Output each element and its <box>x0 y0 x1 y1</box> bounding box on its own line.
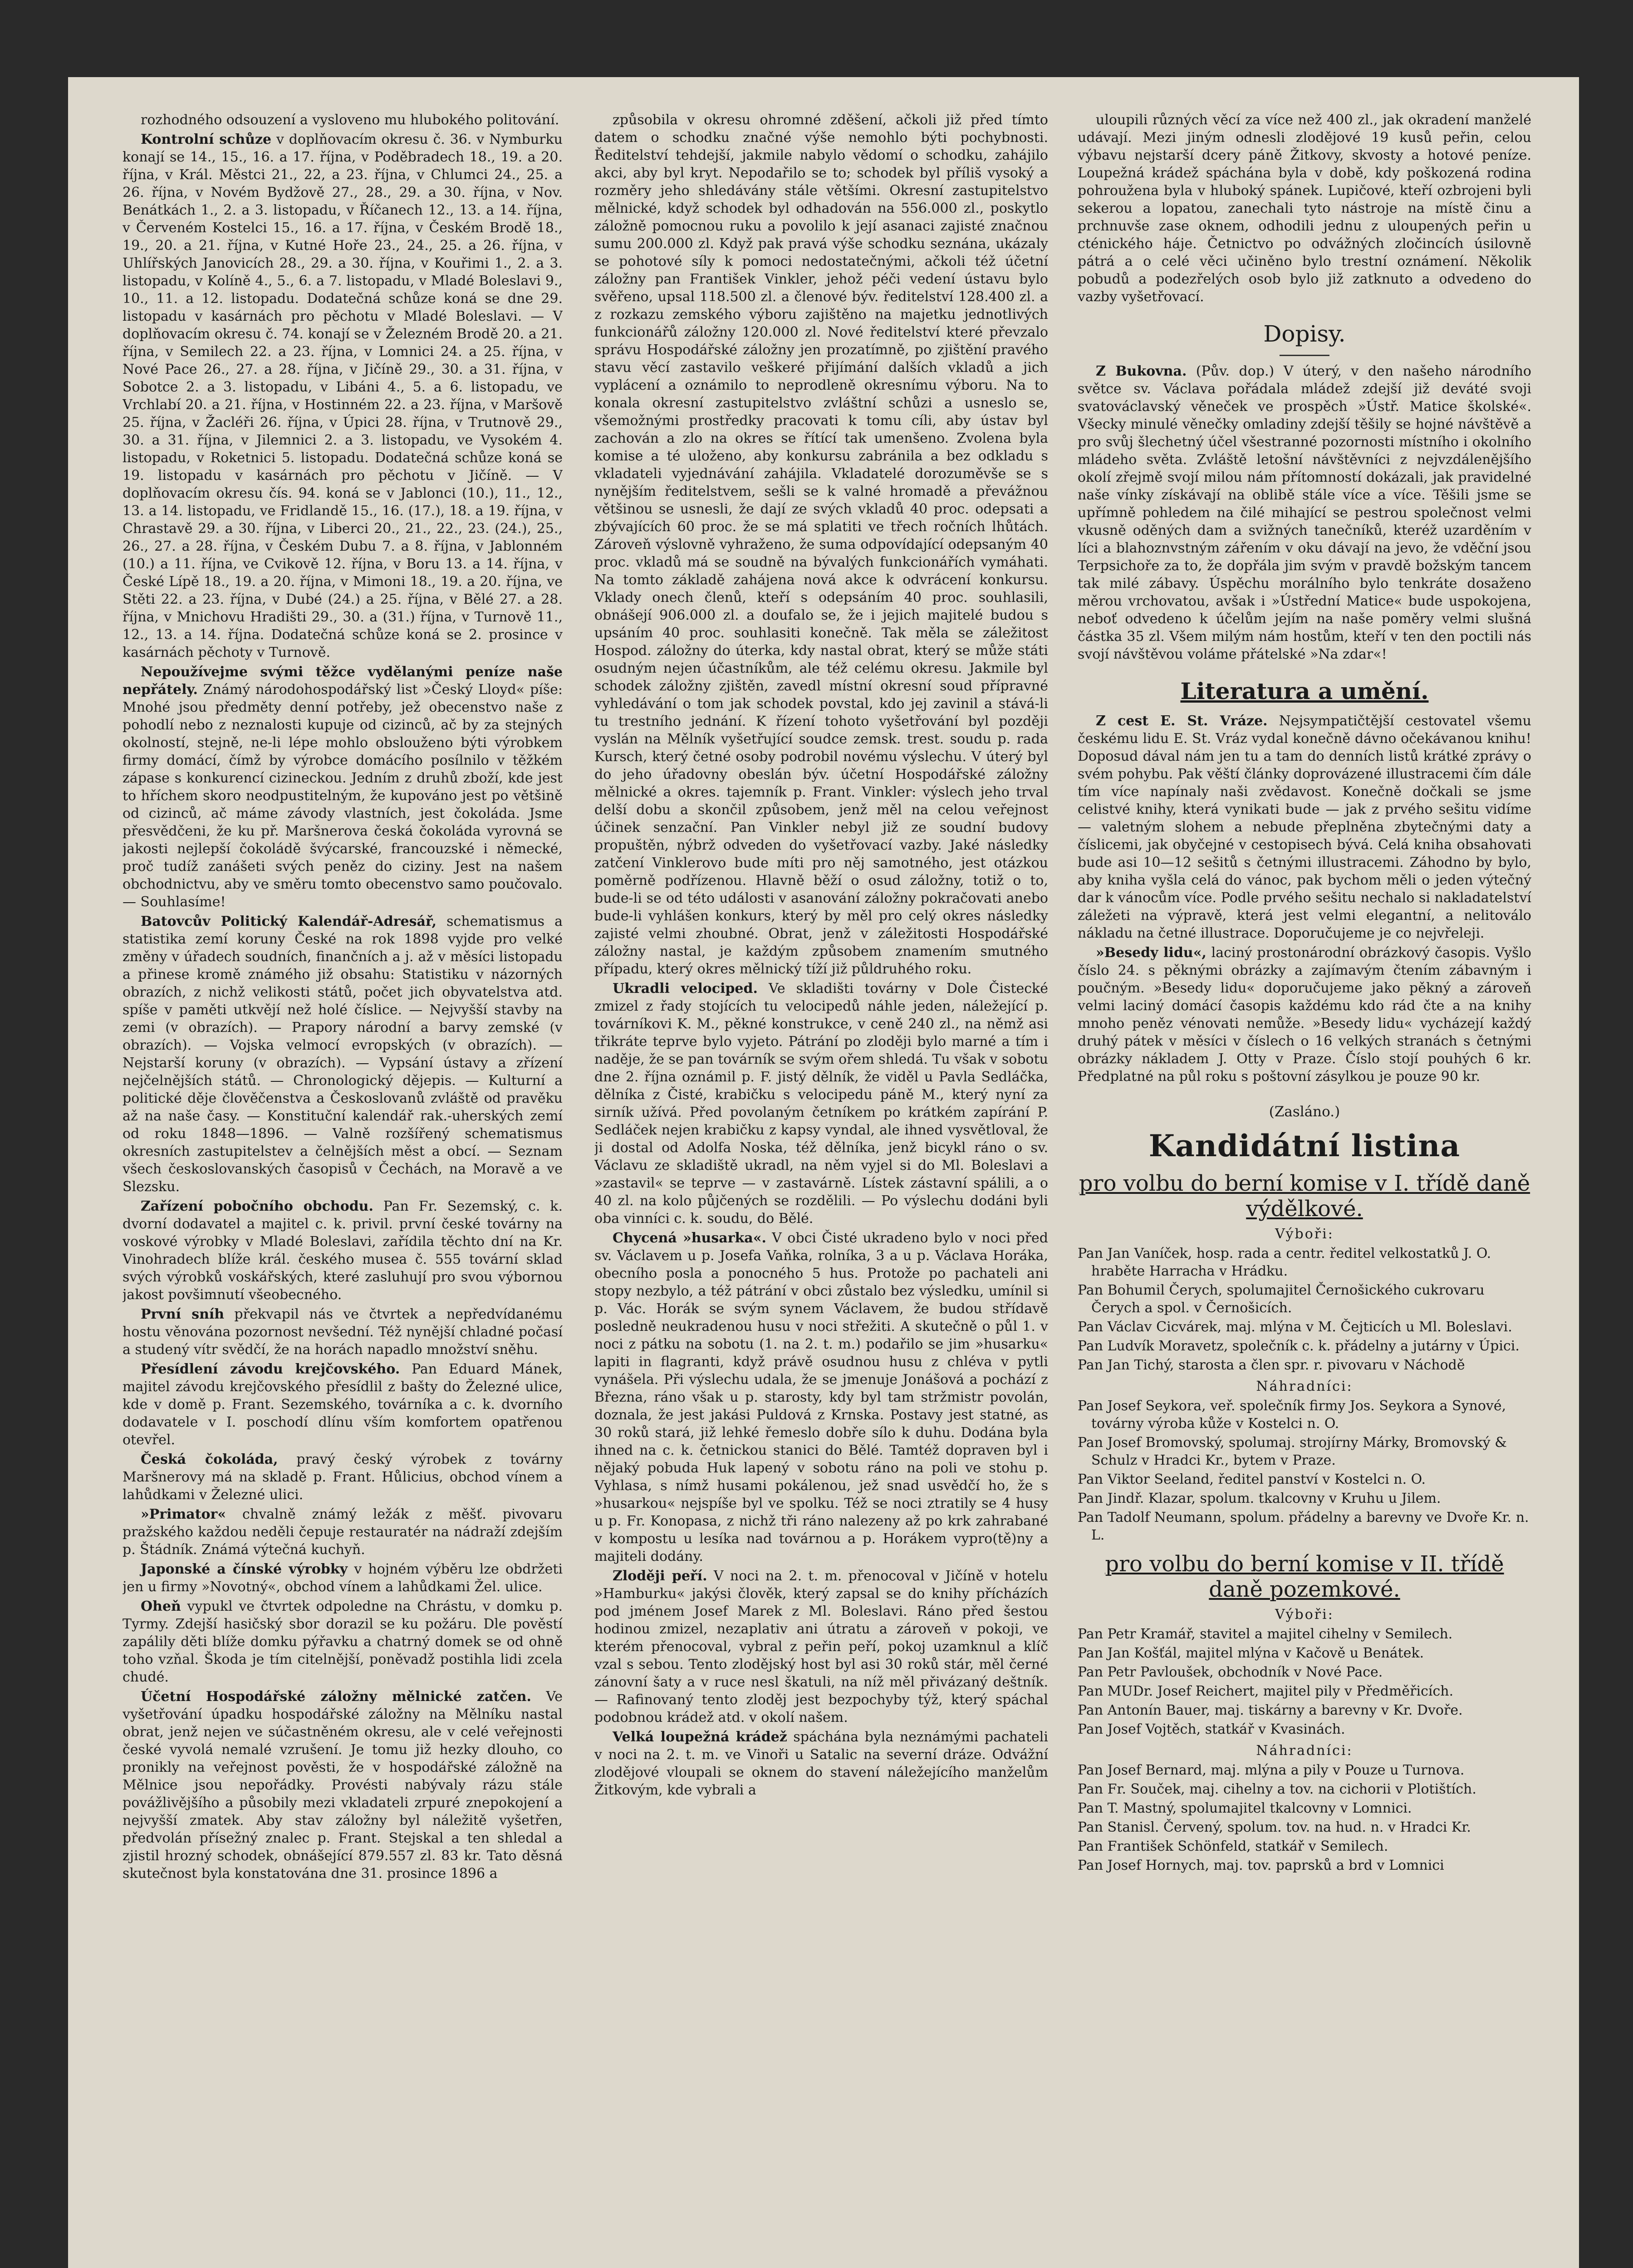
article-text: schematismus a statistika zemí koruny České na rok 1898 vyjde pro velké změny v úřadech soudních, finančních a j. až v měsíci listopadu a přinese kromě známého již obsahu: Statistiku v názorných obrazích, z nichž velikosti států, počet jich obyvatelstva atd. spíše v paměti utkvějí než holé číslice. — Nejvyšší stavby na zemi (v obrazích). — Prapory národní a barvy zemské (v obrazích). — Vojska velmocí evropských (v obrazích). — Nejstarší koruny (v obrazích). — Vypsání ústavy a zřízení nejčelnějších států. — Chronologický dějepis. — Kulturní a politické děje člověčenstva a Českoslovanů zvláště od pravěku až na naše časy. — Konstituční kalendář rak.-uherských zemí od roku 1848—1896. — Valně rozšířený schematismus okresních zastupitelstev a čelnějších měst a obcí. — Seznam všech českoslovanských časopisů v Čechách, na Moravě a ve Slezsku. <box>123 914 563 1195</box>
candidate-entry: Pan Josef Bromovský, spolumaj. strojírny Márky, Bromovský & Schulz v Hradci Kr., bytem v Praze. <box>1078 1435 1507 1468</box>
article-paragraph <box>123 1688 563 1882</box>
article-text: spáchána byla neznámými pachateli v noci na 2. t. m. ve Vinoři u Satalic na severní dráze. Odvážní zlodějové vloupali se oknem do stavení náležejícího manželům Žitkovým, kde vybrali a <box>594 1729 1048 1798</box>
article-paragraph <box>123 913 563 1196</box>
candidate-entry: Pan Fr. Souček, maj. cihelny a tov. na cichorii v Plotištích. <box>1078 1781 1476 1797</box>
candidate-entry: Pan Josef Seykora, veř. společník firmy Jos. Seykora a Synové, továrny výroba kůže v Kostelci n. O. <box>1078 1398 1506 1432</box>
article-paragraph <box>594 111 1048 978</box>
article-lead: Ukradli velociped. <box>613 981 758 997</box>
article-lead: Japonské a čínské výrobky <box>141 1561 348 1577</box>
article-text: překvapil nás ve čtvrtek a nepředvídanému hostu věnována pozornost nevšední. Též nynější chladné počasí a studený vítr svědčí, že na horách napadlo množství sněhu. <box>123 1306 563 1358</box>
article-paragraph <box>123 131 563 661</box>
article-lead: Zařízení pobočního obchodu. <box>141 1198 373 1214</box>
candidate-entry: Pan Tadolf Neumann, spolum. přádelny a barevny ve Dvoře Kr. n. L. <box>1078 1510 1529 1543</box>
section-heading-literatura: Literatura a umění. <box>1180 678 1429 704</box>
candidate-entry: Pan Ludvík Moravetz, společník c. k. přádelny a jutárny v Úpici. <box>1078 1338 1520 1354</box>
section-heading-dopisy: Dopisy. <box>1263 321 1346 347</box>
candidate-entry: Pan Jan Košťál, majitel mlýna v Kačově u Benátek. <box>1078 1645 1424 1661</box>
candidate-entry: Pan Jindř. Klazar, spolum. tkalcovny v Kruhu u Jilem. <box>1078 1491 1441 1506</box>
article-lead: »Besedy lidu«, <box>1096 945 1206 961</box>
candidate-entry: Pan Petr Pavloušek, obchodník v Nové Pace. <box>1078 1664 1383 1680</box>
article-lead: Účetní Hospodářské záložny mělnické zatčen. <box>141 1689 531 1705</box>
article-text: chvalně známý ležák z měšť. pivovaru pražského každou neděli čepuje restauratér na nádraží zdejším p. Štádník. Známá výtečná kuchyň. <box>123 1506 563 1558</box>
article-text: Ve skladišti továrny v Dole Čistecké zmizel z řady stojících tu velocipedů náhle jeden, náležející p. továrníkovi K. M., pěkné konstrukce, v ceně 240 zl., na němž asi třikráte teprve bylo vyjeto. Pátrání po zloději bylo marné a tím i naděje, že se pan továrník se svým ořem shledá. Tu však v sobotu dne 2. října oznámil p. F. jistý dělník, že viděl u Pavla Sedláčka, dělníka z Čisté, krabičku s velocipedu páně M., který nyní za sirník užívá. Před povolaným četníkem po krátkém zapírání P. Sedláček nejen krabičku z kapsy vyndal, ale ihned vysvětloval, že ji dostal od Adolfa Noska, též dělníka, jenž bicykl ráno o sv. Václavu ze skladiště ukradl, na něm vyjel si do Ml. Boleslavi a »zastavil« se teprve — v zastavárně. Lístek zástavní spálili, a o 40 zl. na kolo půjčených se rozdělili. — Po výslechu dodáni byli oba vinníci c. k. soudu, do Bělé. <box>594 981 1048 1227</box>
candidate-list-title: Kandidátní listina <box>1148 1128 1461 1163</box>
article-text: Pan Fr. Sezemský, c. k. dvorní dodavatel a majitel c. k. privil. první české továrny na voskové výrobky v Mladé Boleslavi, zařídila těchto dní na Kr. Vinohradech blíže král. českého musea č. 555 tovární sklad svých výrobků voskářských, které zasluhují pro svou výbornou jakost povšimnutí všeobecného. <box>123 1198 563 1303</box>
article-text: laciný prostonárodní obrázkový časopis. Vyšlo číslo 24. s pěknými obrázky a zajímavým čtením zábavným i poučným. »Besedy lidu« doporučujeme jako pěkný a zároveň velmi laciný domácí časopis každému kdo rád čte a na knihy mnoho peněz vénovati nemůže. »Besedy lidu« vycházejí každý druhý pátek v měsíci v číslech o 16 velkých stranách s četnými obrázky nákladem J. Otty v Praze. Číslo stojí pouhých 6 kr. Předplatné na půl roku s poštovní zásylkou je pouze 90 kr. <box>1078 945 1531 1085</box>
article-paragraph <box>594 1229 1048 1565</box>
article-text: Ve vyšetřování úpadku hospodářské záložny na Mělníku nastal obrat, jenž nejen ve súčastněném okresu, ale v celé veřejnosti české vyvolá nemalé vzrušení. Je tomu již hezky dlouho, co pronikly na veřejnost pověsti, že v hospodářské záložně na Mělnice jsou nepořádky. Provésti nabývaly rázu stále povážlivějšího a působily mezi vkladateli zrpuré znepokojení a nejvyšší zmatek. Aby stav záložny byl náležitě vyšetřen, předvolán přísežný znalec p. Frant. Stejskal a ten shledal a zjistil hrozný schodek, obnášející 879.557 zl. 83 kr. Tato děsná skutečnost byla konstatována dne 31. prosince 1896 a <box>123 1689 563 1882</box>
article-paragraph <box>1078 362 1531 663</box>
label-nahradnici-2: Náhradníci: <box>1256 1743 1353 1759</box>
article-paragraph <box>594 1728 1048 1799</box>
article-lead: První sníh <box>141 1306 225 1322</box>
candidate-entry: Pan Petr Kramář, stavitel a majitel cihelny v Semilech. <box>1078 1626 1453 1642</box>
article-text: V obci Čisté ukradeno bylo v noci před sv. Václavem u p. Josefa Vaňka, rolníka, 3 a u p. Václava Horáka, obecního posla a ponocného 5 hus. Protože po pachateli ani stopy nezbylo, a též pátrání v obci zůstalo bez výsledku, umínil si p. Vác. Horák se svým synem Václavem, že budou střídavě posledně neukradenou husu v noci střežiti. A skutečně o půl 1. v noci z pátku na sobotu (1. na 2. t. m.) podařilo se jim »husarku« lapiti in flagranti, když právě osudnou husu z chléva v pytli vynášela. Při výslechu udala, že se jmenuje Jonášová a pochází z Března, ráno však u p. starosty, kdy byl tam stržmistr povolán, doznala, že jest jakási Puldová z Krnska. Postavy jest statné, as 30 roků stará, již lehké řemeslo dobře sílo k duhu. Dodána byla ihned na c. k. četnickou stanici do Bělé. Tamtéž dopraven byl i nějaký pobuda Huk lapený v sobotu ráno na poli ve stohu p. Vyhlasa, s nímž husami pokálenou, jež snad usvědčí ho, že s »husarkou« nejspíše byl ve spolku. Též se noci ztratily se 4 husy u p. Fr. Konopasa, z nichž tři ráno nalezeny až po krk zahrabané v kompostu u lesíka nad továrnou a p. Horákem vypro(tě)ny a majiteli dodány. <box>594 1230 1048 1564</box>
newspaper-page <box>68 77 1579 2268</box>
article-lead: Chycená »husarka«. <box>613 1230 766 1246</box>
article-paragraph <box>123 1598 563 1686</box>
article-text: vypukl ve čtvrtek odpoledne na Chrástu, v domku p. Tyrmy. Zdejší hasičský sbor dorazil se ku požáru. Dle pověstí zapálily děti blíže domku pýřavku a chatrný domek se od ohně toho vzňal. Škoda je tím citelnější, poněvadž postihla lidi zcela chudé. <box>123 1598 563 1685</box>
article-text: v hojném výběru lze obdržeti jen u firmy »Novotný«, obchod vínem a lahůdkami Žel. ulice. <box>123 1561 563 1595</box>
candidate-entry: Pan Josef Hornych, maj. tov. paprsků a brd v Lomnici <box>1078 1857 1444 1873</box>
zaslano-label: (Zasláno.) <box>1269 1104 1340 1120</box>
article-paragraph <box>594 1567 1048 1726</box>
candidate-entry: Pan Josef Bernard, maj. mlýna a pily v Pouze u Turnova. <box>1078 1762 1465 1778</box>
candidate-entry: Pan Jan Tichý, starosta a člen spr. r. pivovaru v Náchodě <box>1078 1357 1465 1373</box>
article-paragraph <box>1078 944 1531 1085</box>
article-paragraph <box>123 1198 563 1304</box>
article-lead: Kontrolní schůze <box>141 132 272 147</box>
article-lead: »Primator« <box>141 1506 226 1522</box>
article-text: pravý český výrobek z továrny Maršnerovy má na skladě p. Frant. Hůlicius, obchod vínem a lahůdkami v Železné ulici. <box>123 1452 563 1503</box>
article-paragraph <box>123 1560 563 1596</box>
candidate-entry: Pan T. Mastný, spolumajitel tkalcovny v Lomnici. <box>1078 1800 1412 1816</box>
article-lead: Zloději peří. <box>613 1568 707 1584</box>
column-1 <box>123 111 563 2268</box>
article-lead: Oheň <box>141 1598 181 1614</box>
divider <box>1280 355 1329 356</box>
article-paragraph <box>1078 712 1531 942</box>
column-3 <box>1078 111 1531 2268</box>
article-lead: Batovcův Politický Kalendář-Adresář, <box>141 914 437 929</box>
article-text: v doplňovacím okresu č. 36. v Nymburku konají se 14., 15., 16. a 17. října, v Poděbradech 18., 19. a 20. října, v Král. Městci 21., 22, a 23. října, v Chlumci 24., 25. a 26. října, v Novém Bydžově 27., 28., 29. a 30. října, v Nov. Benátkách 1., 2. a 3. listopadu, v Říčanech 12., 13. a 14. října, v Červeném Kostelci 15., 16. a 17. října, v Českém Brodě 18., 19., 20. a 21. října, v Kutné Hoře 23., 24., 25. a 26. října, v Uhlířských Janovicích 28., 29. a 30. října, v Kouřimi 1., 2. a 3. listopadu, v Kolíně 4., 5., 6. a 7. listopadu, v Mladé Boleslavi 9., 10., 11. a 12. listopadu. Dodatečná schůze koná se dne 29. listopadu v kasárnách pro pěchotu v Mladé Boleslavi. — V doplňovacím okresu č. 74. konají se v Železném Brodě 20. a 21. října, v Semilech 22. a 23. října, v Lomnici 24. a 25. října, v Nové Pace 26., 27. a 28. října, v Jičíně 29., 30. a 31. října, v Sobotce 2. a 3. listopadu, v Libáni 4., 5. a 6. listopadu, ve Vrchlabí 20. a 21. října, v Hostinném 22. a 23. října, v Maršově 25. října, v Žacléři 26. října, v Úpici 28. října, v Trutnově 29., 30. a 31. října, v Jilemnici 2. a 3. listopadu, ve Vysokém 4. listopadu, v Roketnici 5. listopadu. Dodatečná schůze koná se 19. listopadu v kasárnách pro pěchotu v Jičíně. — V doplňovacím okresu čís. 94. koná se v Jablonci (10.), 11., 12., 13. a 14. listopadu, ve Fridlandě 15., 16. (17.), 18. a 19. října, v Chrastavě 29. a 30. října, v Liberci 20., 21., 22., 23. (24.), 25., 26., 27. a 28. října, v Českém Dubu 7. a 8. října, v Jablonném (10.) a 11. října, ve Cvikově 12. října, v Boru 13. a 14. října, v České Lípě 18., 19. a 20. října, v Mimoni 18., 19. a 20. října, ve Stěti 22. a 23. října, v Dubé (24.) a 25. října, v Bělé 27. a 28. října, v Mnichovu Hradišti 29., 30. a (31.) října, v Turnově 11., 12., 13. a 14. října. Dodatečná schůze koná se 2. prosince v kasárnách pěchoty v Turnově. <box>123 132 563 660</box>
article-paragraph <box>123 111 563 129</box>
article-paragraph <box>123 663 563 911</box>
article-lead: Z cest E. St. Vráze. <box>1096 713 1268 729</box>
label-vybori-2: Výboři: <box>1275 1607 1334 1623</box>
candidate-entry: Pan František Schönfeld, statkář v Semilech. <box>1078 1838 1388 1854</box>
article-paragraph <box>594 980 1048 1227</box>
candidate-entry: Pan MUDr. Josef Reichert, majitel pily v Předměřicích. <box>1078 1683 1454 1699</box>
article-text: (Pův. dop.) V úterý, v den našeho národního světce sv. Václava pořádala mládež zdejší již deváté svoji svatováclavský věneček ve prospěch »Ústř. Matice školské«. Všecky minulé věnečky omladiny zdejší těšily se hojné návštěvě a pro svůj šlechetný účel všestranné pozornosti místního i okolního mládeho světa. Zvláště letošní návštěvníci z nejvzdálenějšího okolí zřejmě svojí milou nám přítomností dokázali, jak pravidelné naše vínky získávají na oblibě stále více a více. Těšili jsme se upřímně pohledem na čilé mihající se pestrou společnost velmi vkusně oděných dam a svižných tanečníků, kteréž uzarděním v líci a blahoznvstným zářením v oku dávají na jevo, že vděční jsou Terpsichoře za to, že dopřála jim svým v pravdě božským tancem tak milé zábavy. Úspěchu morálního bylo tenkráte dosaženo měrou vrchovatou, avšak i »Ústřední Matice« bude uspokojena, neboť odvedeno k účelům jejím na naše poměry velmi slušná částka 35 zl. Všem milým nám hostům, kteří v ten den poctili nás svojí návštěvou voláme přátelské »Na zdar«! <box>1078 363 1531 662</box>
candidate-entry: Pan Václav Cicvárek, maj. mlýna v M. Čejticích u Ml. Boleslavi. <box>1078 1319 1512 1335</box>
article-text: Nejsympatičtější cestovatel všemu českému lidu E. St. Vráz vydal konečně dávno očekávanou knihu! Doposud dával nám jen tu a tam do denních listů krátké zprávy o svém pohybu. Pak věští články doprovázené illustracemi čím dále tím více napínaly naši zvědavost. Konečně dočkali se jsme celistvé knihy, která vynikati bude — jak z prvého sešitu vidíme — valetným slohem a nebude přeplněna zbytečnými daty a číslicemi, jak obyčejné v cestopisech bývá. Celá kniha obsahovati bude asi 10—12 sešitů s četnými illustracemi. Záhodno by bylo, aby kniha vyšla celá do vánoc, pak bychom měli o jeden výtečný dar k vánocům více. Podle prvého sešitu nechalo si nakladatelství záležeti na výpravě, která jest velmi elegantní, a nelitoválo nákladu na četné illustrace. Doporučujeme je co nejvřeleji. <box>1078 713 1531 941</box>
article-paragraph <box>123 1360 563 1449</box>
candidate-entry: Pan Viktor Seeland, ředitel panství v Kostelci n. O. <box>1078 1471 1426 1487</box>
article-text: Pan Eduard Mánek, majitel závodu krejčovského přesídlil z bašty do Železné ulice, kde v domě p. Frant. Sezemského, továrníka a c. k. dvorního dodavatele v I. poschodí dlínu vším komfortem opatřenou otevřel. <box>123 1361 563 1448</box>
article-paragraph <box>123 1305 563 1359</box>
article-lead: Česká čokoláda, <box>141 1452 278 1467</box>
article-lead: Z Bukovna. <box>1096 363 1187 379</box>
candidate-entry: Pan Stanisl. Červený, spolum. tov. na hud. n. v Hradci Kr. <box>1078 1819 1471 1835</box>
article-text: V noci na 2. t. m. přenocoval v Jičíně v hotelu »Hamburku« jakýsi člověk, který zapsal se do knihy přícházích pod jménem Josef Marek z Ml. Boleslavi. Ráno před šestou hodinou zmizel, nezaplativ ani útratu a zároveň v pokoji, ve kterém přenocoval, vybral z peřin peří, pokoj uzamknul a klíč vzal s sebou. Tento zlodějský host byl asi 30 roků stár, měl černé zánovní šaty a v ruce nesl škatuli, na níž měl přivázaný deštník. — Rafinovaný tento zloděj jest bezpochyby týž, který spáchal podobnou krádež atd. v okolí našem. <box>594 1568 1048 1725</box>
candidate-list-subtitle-1: pro volbu do berní komise v I. třídě daně výdělkové. <box>1079 1171 1530 1222</box>
label-vybori-1: Výboři: <box>1275 1226 1334 1242</box>
column-2 <box>594 111 1048 2268</box>
article-robbery-continued: uloupili různých věcí za více než 400 zl., jak okradení manželé udávají. Mezi jiným odnesli zlodějové 19 kusů peřin, celou výbavu nejstarší dcery páně Žitkovy, skvosty a hotové peníze. Loupežná krádež spáchána byla v době, kdy poškozená rodina pohroužena byla v hluboký spánek. Lupičové, kteří ozbrojeni byli sekerou a lopatou, zanechali tyto nástroje na místě činu a prchnuvše zase oknem, odhodili jednu z uloupených peřin u cténického háje. Četnictvo po odvážných zločincích úsilovně pátrá a o celé věci učiněno bylo trestní oznámení. Několik pobudů a podezřelých osob bylo již zatknuto a odvedeno do vazby vyšetřovací. <box>1078 112 1531 305</box>
article-lead: Nepoužívejme svými těžce vydělanými peníze naše nepřátely. <box>123 664 563 698</box>
article-lead: Přesídlení závodu krejčovského. <box>141 1361 400 1377</box>
candidate-entry: Pan Antonín Bauer, maj. tiskárny a barevny v Kr. Dvoře. <box>1078 1702 1463 1718</box>
article-text: rozhodného odsouzení a vysloveno mu hlubokého politování. <box>141 112 559 128</box>
label-nahradnici-1: Náhradníci: <box>1256 1378 1353 1394</box>
article-text: Známý národohospodářský list »Český Lloyd« píše: Mnohé jsou předměty denní potřeby, jež obecenstvo naše z pohodlí nebo z neznalosti kupuje od cizinců, ač by za stejných okolností, stejně, ne-li lépe mohlo obslouženo býti výrobkem firmy domácí, čímž by výrobce domácího posílnilo v těžkém zápase s konkurencí cizineckou. Jedním z druhů zboží, kde jest to hříchem skoro neodpustitelným, že kupováno jest po většině od cizinců, ač máme závody vlastních, jest čokoláda. Jsme přesvědčeni, že ku př. Maršnerova česká čokoláda vyrovná se jakosti nejlepší čokoládě švýcarské, francouzské i německé, proč tudíž zanášeti svých peněz do ciziny. Jest na našem obchodnictvu, aby ve směru tomto obecenstvo samo poučovalo. — Souhlasíme! <box>123 682 563 910</box>
article-paragraph <box>123 1451 563 1504</box>
candidate-entry: Pan Bohumil Čerych, spolumajitel Černošického cukrovaru Čerych a spol. v Černošicích. <box>1078 1282 1485 1316</box>
candidate-entry: Pan Josef Vojtěch, statkář v Kvasinách. <box>1078 1721 1345 1737</box>
candidate-list-subtitle-2: pro volbu do berní komise v II. třídě daně pozemkové. <box>1105 1551 1504 1602</box>
article-paragraph <box>123 1505 563 1559</box>
article-lead: Velká loupežná krádež <box>613 1729 787 1745</box>
candidate-entry: Pan Jan Vaníček, hosp. rada a centr. ředitel velkostatků J. O. hraběte Harracha v Hrádku. <box>1078 1246 1491 1279</box>
article-text: způsobila v okresu ohromné zděšení, ačkoli již před tímto datem o schodku značné výše nemohlo býti pochybnosti. Ředitelství tehdejší, jakmile nabylo vědomí o schodku, zahájilo akci, aby byl kryt. Nepodařilo se to; schodek byl příliš vysoký a rozměry jeho shledávány stále většími. Okresní zastupitelstvo mělnické, když schodek byl odhadován na 556.000 zl., poskytlo záložně pomocnou ruku a povolilo k její asanaci zajisté značnou sumu 200.000 zl. Když pak pravá výše schodku seznána, ukázaly se pohotové síly k pomoci nedostatečnými, ačkoli též účetní záložny pan František Vinkler, jehož péči vedení ústavu bylo svěřeno, upsal 118.500 zl. a členové býv. ředitelství 128.400 zl. a z rozkazu zemského výboru zajištěno na majetku jednotlivých funkcionářů záložny 120.000 zl. Nové ředitelství které převzalo správu Hospodářské záložny jen prozatímně, po zjištění pravého stavu věcí zastavilo veškeré přijímání dalších vkladů a jich vyplácení a oznámilo to neprodleně okresnímu výboru. Na to konala okresní zastupitelstvo zvláštní schůzi a usneslo se, všemožnými prostředky pracovati k tomu cíli, aby ústav byl zachován a zlo na okres se řítící tak umenšeno. Zvolena byla komise a té uloženo, aby konkursu zabránila a bez odkladu s vkladateli vyjednávání zahájila. Vkladatelé dorozuměvše se s nynějším ředitelstvem, sešli se k valné hromadě a převážnou většinou se usnesli, že dají ze svých vkladů 40 proc. odepsati a zbývajících 60 proc. že se má splatiti ve třech ročních lhůtách. Zároveň výslovně vyhraženo, že suma odpovídající odepsaným 40 proc. vkladů má se soudně na bývalých funkcionářích vymáhati. Na tomto základě zahájena nová akce k odvrácení konkursu. Vklady onech členů, kteří s odepsáním 40 proc. souhlasili, obnášejí 906.000 zl. a doufalo se, že i jejich majitelé budou s upsáním 40 proc. souhlasiti konečně. Tak měla se záležitost Hospod. záložny do úterka, kdy nastal obrat, který se může státi osudným nejen účastníkům, ale též celému okresu. Jakmile byl schodek záložny zjištěn, zavedl místní okresní soud přípravné vyhledávání o tom jak schodek povstal, kdo jej zavinil a stává-li tu trestního jednání. K řízení tohoto vyšetřování byl později vyslán na Mělník vyšetřující soudce zemsk. trest. soudu p. rada Kursch, který četné osoby podrobil novému výslechu. V úterý byl do jeho úřadovny obeslán býv. účetní Hospodářské záložny mělnické a okres. tajemník p. Frant. Vinkler: výslech jeho trval delší dobu a skončil způsobem, jenž měl na celou veřejnost účinek senzační. Pan Vinkler nebyl již ze soudní budovy propuštěn, nýbrž odveden do vyšetřovací vazby. Jaké následky zatčení Vinklerovo bude míti pro něj samotného, jest otázkou poměrně podřízenou. Hlavně běží o osud záložny, totiž o to, bude-li se od této události v asanování záložny pokračovati anebo bude-li vyhlášen konkurs, který by měl pro celý okres následky zajisté velmi zhoubné. Obrat, jenž v záležitosti Hospodářské záložny nastal, je každým způsobem znamením smutného případu, který okres mělnický tíží již půldruhého roku. <box>594 112 1048 977</box>
